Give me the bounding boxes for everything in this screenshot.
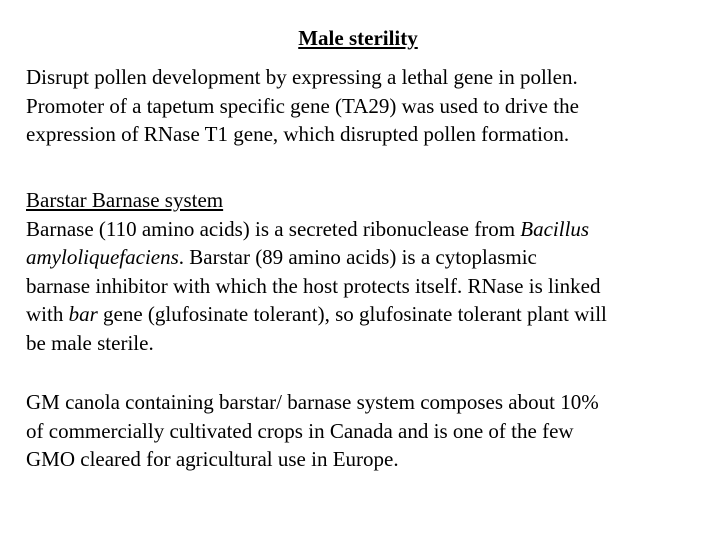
paragraph-gm-canola bbox=[26, 388, 706, 474]
species-name: amyloliquefaciens bbox=[26, 245, 179, 269]
text-line: be male sterile. bbox=[26, 330, 154, 355]
text-line: GM canola containing barstar/ barnase system composes about 10% bbox=[26, 390, 599, 414]
text-line: Promoter of a tapetum specific gene (TA29) was used to drive the bbox=[26, 93, 579, 118]
text-line: barnase inhibitor with which the host protects itself. RNase is linked bbox=[26, 273, 601, 298]
paragraph-pollen-disruption bbox=[26, 63, 706, 149]
text-run: with bbox=[26, 302, 69, 326]
text-line bbox=[26, 300, 706, 329]
text-line: Disrupt pollen development by expressing a lethal gene in pollen. bbox=[26, 65, 578, 89]
text-line: GMO cleared for agricultural use in Europe. bbox=[26, 447, 399, 471]
text-run: Barnase (110 amino acids) is a secreted ribonuclease from bbox=[26, 216, 521, 241]
text-run: . Barstar (89 amino acids) is a cytoplasmic bbox=[178, 245, 537, 269]
text-line bbox=[26, 215, 706, 244]
gene-name: bar bbox=[68, 302, 98, 326]
paragraph-barstar-barnase bbox=[26, 186, 706, 357]
text-run: gene (glufosinate tolerant), so glufosinate tolerant plant will bbox=[97, 302, 607, 326]
section-heading: Barstar Barnase system bbox=[26, 188, 224, 212]
text-line: expression of RNase T1 gene, which disrupted pollen formation. bbox=[26, 122, 570, 146]
text-line: of commercially cultivated crops in Canada and is one of the few bbox=[26, 418, 574, 443]
text-line bbox=[26, 243, 706, 272]
species-name: Bacillus bbox=[520, 216, 590, 241]
slide-title: Male sterility bbox=[298, 26, 418, 50]
